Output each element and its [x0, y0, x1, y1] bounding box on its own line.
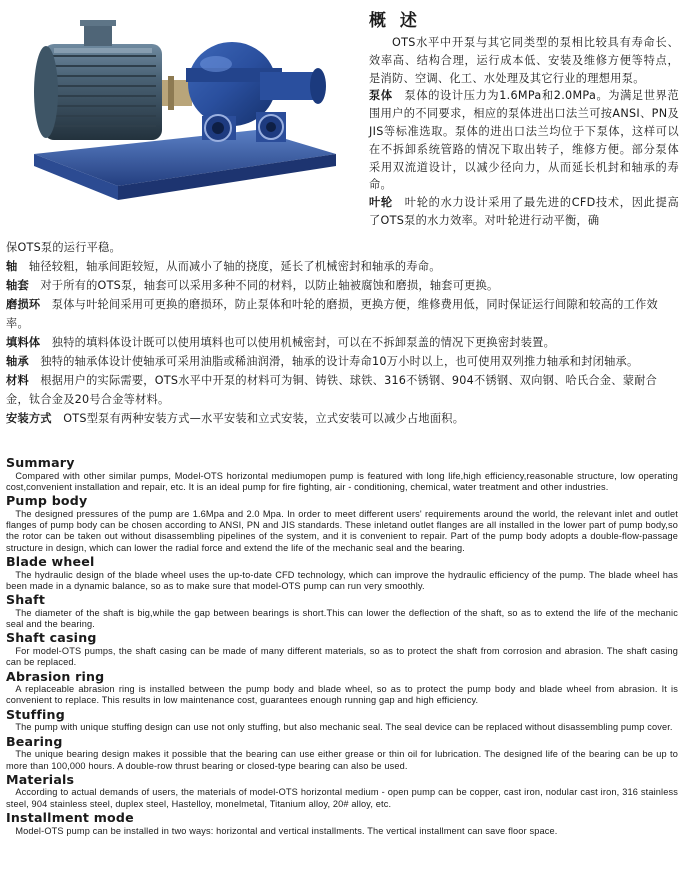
en-heading: Shaft [6, 592, 46, 608]
en-paragraph: A replaceable abrasion ring is installed between the pump body and blade wheel, so as to protect the pump body and blade wheel from abrasion. It is convenient to replace. This results in low maintenance cost, guarantees enough running gap and high efficiency. [6, 684, 678, 706]
overview-section [369, 6, 679, 230]
impeller-label: 叶轮 [369, 196, 393, 210]
overview-pump-body: 泵体 泵体的设计压力为1.6MPa和2.0MPa。为满足世界范围用户的不同要求，相应的泵体进出口法兰可按ANSI、PN及JIS等标准选取。泵体的进出口法兰均位于下泵体，这样可以在不拆卸系统管路的情况下取出转子，维修方便。部分泵体采用双流道设计，以减少径向力，从而延长机封和轴承的寿命。 [369, 89, 679, 192]
impeller-continued: 保OTS泵的运行平稳。 [6, 241, 121, 254]
overview-title: 概 述 [369, 11, 421, 31]
en-heading: Stuffing [6, 706, 65, 722]
en-heading: Pump body [6, 493, 88, 509]
cn-ring: 磨损环 泵体与叶轮间采用可更换的磨损环，防止泵体和叶轮的磨损，更换方便，维修费用低，同时保证运行间隙和较高的工作效率。 [6, 298, 658, 330]
cn-bearing: 轴承 独特的轴承体设计使轴承可采用油脂或稀油润滑，轴承的设计寿命10万小时以上，也可使用双列推力轴承和封闭轴承。 [6, 355, 639, 368]
en-paragraph: The designed pressures of the pump are 1.6Mpa and 2.0 Mpa. In order to meet different users' requirements around the world, the relevant inlet and outlet flanges of pump body can be chosen according to ANSI, PN and JIS standards. These inletand outlet flanges are all installed in the lower part of pump body,so the rotor can be taken out without disassembling pipelines of the system, and it is convenient to repair. Part of the pump body adopts a double-flow-passage structure in design, which can lower the radial force and extend the life of the mechanic seal and the bearing. [6, 508, 678, 553]
en-paragraph: The hydraulic design of the blade wheel uses the up-to-date CFD technology, which can improve the hydraulic efficiency of the pump. The blade wheel has been made in a dynamic balance, so as to make sure that model-OTS pump can run very smoothly. [6, 569, 678, 591]
pump-body-label: 泵体 [369, 89, 393, 103]
en-paragraph: For model-OTS pumps, the shaft casing can be made of many different materials, so as to protect the shaft from corrosion and abrasion. The shaft casing can be replaced. [6, 645, 678, 668]
overview-intro: OTS水平中开泵与其它同类型的泵相比较具有寿命长、效率高、结构合理，运行成本低、安装及维修方便等特点，是消防、空调、化工、水处理及其它行业的理想用泵。 [369, 36, 679, 85]
cn-material: 材料 根据用户的实际需要，OTS水平中开泵的材料可为铜、铸铁、球铁、316不锈钢、904不锈钢、双向钢、哈氏合金、蒙耐合金，钛合金及20号合金等材料。 [6, 374, 658, 406]
cn-sleeve: 轴套 对于所有的OTS泵，轴套可以采用多种不同的材料，以防止轴被腐蚀和磨损，轴套可更换。 [6, 279, 499, 292]
en-heading: Materials [6, 771, 75, 787]
en-sections [6, 455, 678, 837]
pump-photo [6, 4, 350, 228]
en-heading: Bearing [6, 733, 63, 749]
cn-sections [6, 238, 678, 428]
en-paragraph: The pump with unique stuffing design can use not only stuffing, but also mechanic seal. The seal device can be replaced without disassembling pump cover. [15, 722, 673, 733]
en-paragraph: The diameter of the shaft is big,while the gap between bearings is short.This can lower the deflection of the shaft, so as to extend the life of the mechanic seal and the bearing. [6, 607, 678, 630]
en-paragraph: Model-OTS pump can be installed in two ways: horizontal and vertical installments. The vertical installment can save floor space. [15, 825, 558, 836]
en-heading: Shaft casing [6, 630, 97, 646]
overview-impeller: 叶轮 叶轮的水力设计采用了最先进的CFD技术，因此提高了OTS泵的水力效率。对叶轮进行动平衡，确 [369, 196, 679, 227]
en-heading: Abrasion ring [6, 668, 105, 684]
cn-shaft: 轴 轴径较粗，轴承间距较短，从而减小了轴的挠度，延长了机械密封和轴承的寿命。 [6, 260, 441, 273]
en-heading: Summary [6, 455, 75, 470]
en-paragraph: The unique bearing design makes it possible that the bearing can use either grease or thin oil for lubrication. The designed life of the bearing can be up to more than 100,000 hours. A double-row thrust bearing or closed-type bearing can also be used. [6, 749, 678, 771]
en-paragraph: According to actual demands of users, the materials of model-OTS horizontal medium - open pump can be copper, cast iron, nodular cast iron, 316 stainless steel, 904 stainless steel, duplex steel, Hastelloy, monelmetal, Titanium alloy, 20# alloy, etc. [6, 787, 678, 809]
en-heading: Blade wheel [6, 553, 95, 569]
en-paragraph: Compared with other similar pumps, Model-OTS horizontal mediumopen pump is featured with long life,high efficiency,reasonable structure, low operating cost,convenient installation and repair, etc. It is an ideal pump for fire fighting, air - conditioning, chemical, water treatment and other industries. [6, 470, 678, 492]
en-heading: Installment mode [6, 809, 134, 825]
cn-install: 安装方式 OTS型泵有两种安装方式—水平安装和立式安装，立式安装可以减少占地面积。 [6, 412, 465, 425]
cn-stuffing: 填料体 独特的填料体设计既可以使用填料也可以使用机械密封，可以在不拆卸泵盖的情况下更换密封装置。 [6, 336, 556, 349]
